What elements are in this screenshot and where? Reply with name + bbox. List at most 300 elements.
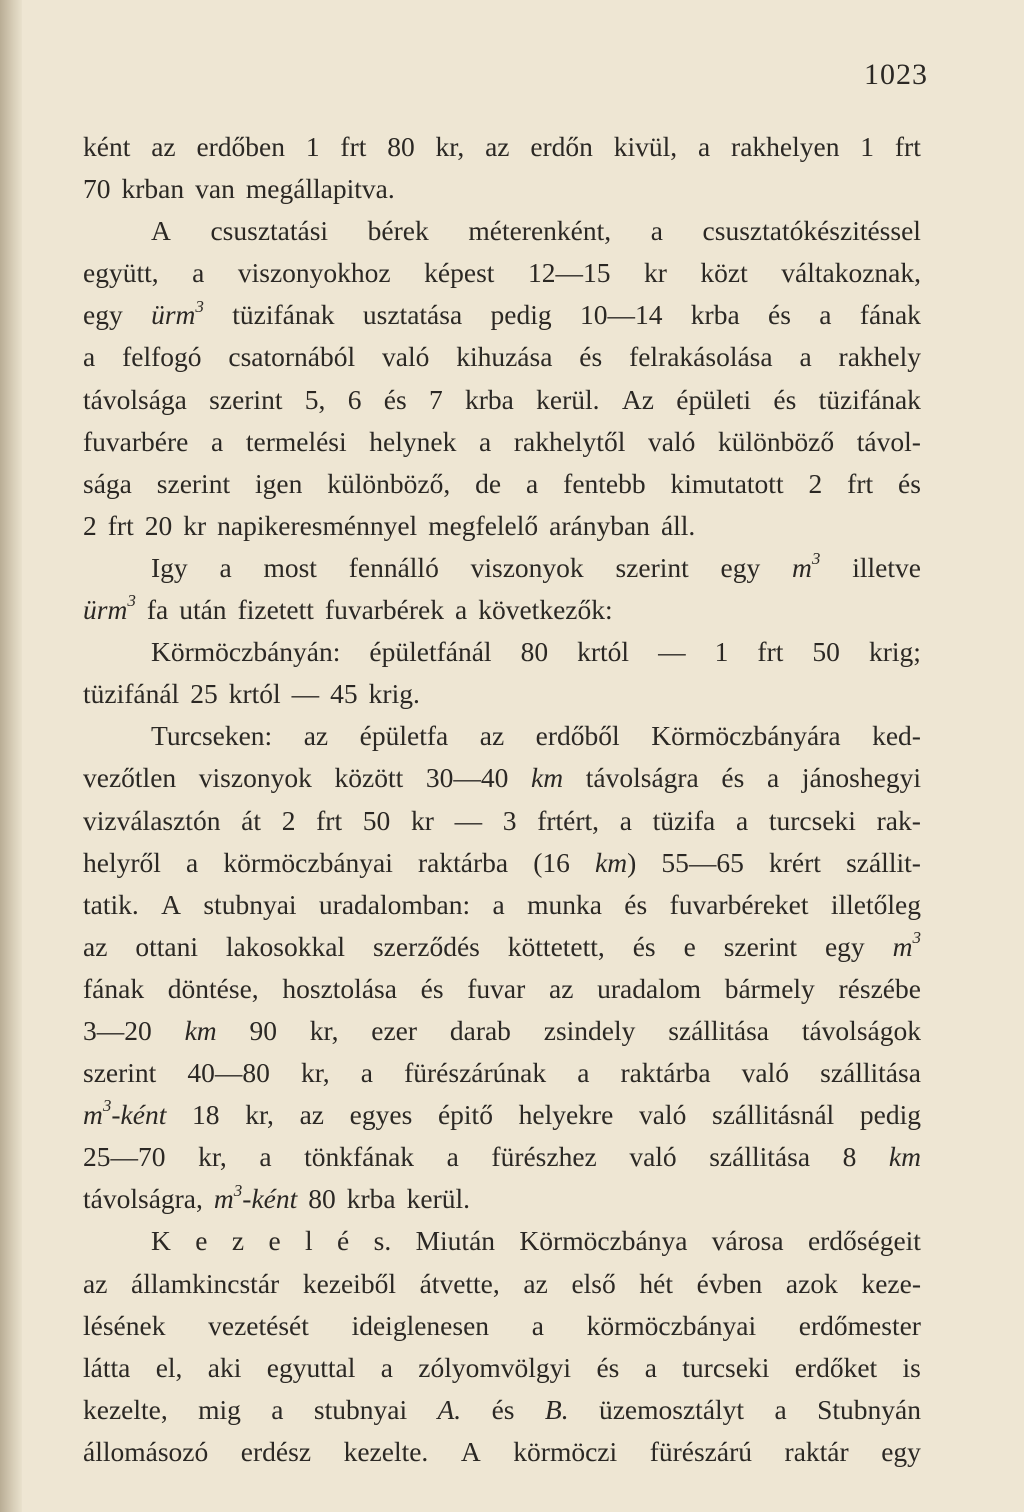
text-line	[83, 631, 921, 673]
word: fürészhez	[491, 1141, 597, 1173]
word: erdőn	[530, 131, 593, 162]
word: stubnyai	[313, 1393, 408, 1425]
word: z	[231, 1225, 245, 1257]
word: kerül.	[536, 383, 600, 415]
word: és	[768, 299, 791, 331]
word: helyekre	[518, 1099, 614, 1131]
word: megállapitva.	[245, 173, 395, 205]
word: távol-	[856, 425, 921, 457]
word: ezer	[371, 1014, 418, 1046]
word: uradalom	[597, 972, 701, 1004]
text-line	[83, 1010, 921, 1052]
word: krba	[346, 1183, 396, 1215]
word: bérek	[367, 215, 429, 247]
word: körmöczbányai	[586, 1309, 757, 1341]
word: tüzifa	[652, 804, 716, 836]
text-line	[83, 1136, 921, 1178]
word: A.	[437, 1393, 462, 1425]
word: termelési	[245, 425, 347, 457]
word: kr	[183, 509, 207, 541]
word: épületfánál	[369, 636, 492, 668]
word: krig.	[368, 678, 420, 710]
word: 8	[842, 1141, 857, 1173]
word: tatik.	[83, 888, 139, 920]
word: 80	[520, 636, 549, 668]
word: 25—70	[83, 1141, 166, 1173]
word: 80	[387, 131, 415, 162]
word: van	[195, 173, 235, 205]
word: tönkfának	[304, 1141, 415, 1173]
word: körmöczi	[513, 1435, 618, 1467]
word: a	[446, 1141, 459, 1173]
word: kerül.	[406, 1183, 471, 1215]
word: 3	[502, 804, 517, 836]
word: a	[271, 1393, 284, 1425]
word: egy	[824, 930, 865, 962]
word: fuvarbéreket	[669, 888, 809, 920]
word: kr,	[198, 1141, 227, 1173]
word: egy	[720, 551, 761, 583]
word: az	[485, 131, 510, 162]
text-line	[83, 1431, 921, 1473]
word: krba	[465, 383, 514, 415]
word: A	[161, 888, 181, 920]
word: erdőket	[794, 1351, 878, 1383]
word: viszonyok	[198, 762, 312, 794]
word: méterenként,	[468, 215, 612, 247]
word: és	[773, 383, 797, 415]
word: Miután	[415, 1225, 496, 1257]
word: $m^3$	[792, 549, 821, 583]
word: egyuttal	[266, 1351, 356, 1383]
word: krtól	[577, 636, 630, 668]
word: tüzifánál	[83, 678, 180, 710]
word: frt	[757, 636, 784, 668]
word: erdőségeit	[807, 1225, 921, 1257]
text-line	[83, 421, 921, 463]
word: szerint	[209, 383, 283, 415]
word: szerződés	[372, 930, 480, 962]
word: átvette,	[419, 1267, 500, 1299]
word: és	[579, 341, 603, 373]
word: következők:	[478, 594, 613, 626]
word: frt	[894, 131, 921, 162]
word: 7	[428, 383, 443, 415]
word: hét	[639, 1267, 673, 1299]
word: raktár	[784, 1435, 849, 1467]
text-line	[83, 1263, 921, 1305]
word: 2	[83, 509, 97, 541]
text-line	[83, 589, 921, 631]
word: különböző	[717, 425, 835, 457]
word: rak-	[876, 804, 921, 836]
word: első	[571, 1267, 616, 1299]
word: kezelte.	[343, 1435, 429, 1467]
word: —	[658, 636, 686, 668]
word: viszonyokhoz	[237, 257, 391, 289]
word: km	[184, 1014, 217, 1046]
text-line	[83, 1052, 921, 1094]
word: az	[303, 720, 329, 752]
word: az	[83, 1267, 108, 1299]
word: 5,	[304, 383, 326, 415]
word: 1	[714, 636, 729, 668]
word: épületfa	[359, 720, 449, 752]
word: 3—20	[83, 1014, 152, 1046]
word: $m^3$	[892, 928, 921, 962]
word: lésének	[83, 1309, 166, 1341]
word: a	[455, 594, 468, 626]
word: államkincstár	[131, 1267, 280, 1299]
word: A	[151, 215, 171, 247]
word: épületi	[676, 383, 752, 415]
word: való	[381, 341, 430, 373]
word: frt	[107, 509, 134, 541]
word: után	[179, 594, 227, 626]
word: az	[479, 720, 505, 752]
word: l	[305, 1225, 313, 1257]
word: megfelelő	[428, 509, 539, 541]
word: pedig	[490, 299, 552, 331]
word: a	[478, 425, 492, 457]
word: a	[380, 1351, 393, 1383]
word: 55—65	[661, 846, 744, 878]
word: képest	[424, 257, 495, 289]
word: kr	[643, 257, 667, 289]
word: fuvarbére	[83, 425, 189, 457]
word: uradalomban:	[318, 888, 471, 920]
word: a	[819, 299, 832, 331]
word: kezeiből	[302, 1267, 396, 1299]
word: jánoshegyi	[801, 762, 921, 794]
word: krba	[690, 299, 740, 331]
word: 80	[308, 1183, 336, 1215]
word: kr,	[435, 131, 465, 162]
word: kr,	[301, 1057, 330, 1089]
word: K	[151, 1225, 171, 1257]
word: 18	[192, 1099, 220, 1131]
word: 30—40	[425, 762, 509, 794]
word: ként	[83, 131, 131, 162]
word: 1	[305, 131, 320, 162]
word: a	[210, 425, 224, 457]
word: fizetett	[237, 594, 314, 626]
word: és	[721, 762, 745, 794]
word: fennálló	[348, 551, 439, 583]
word: és	[632, 930, 656, 962]
word: turcseki	[682, 1351, 770, 1383]
word: fürészárúnak	[404, 1057, 547, 1089]
word: krért	[769, 846, 821, 878]
page-binding-edge	[0, 0, 22, 1512]
word: köttetett,	[507, 930, 605, 962]
text-line	[83, 1305, 921, 1347]
text-line	[83, 294, 921, 336]
word: hosztolása	[282, 972, 397, 1004]
word: állomásozó	[83, 1435, 209, 1467]
word: mig	[198, 1393, 241, 1425]
word: szerint	[723, 930, 798, 962]
text-line	[83, 168, 921, 210]
text-line	[83, 715, 921, 757]
word: illetve	[852, 551, 921, 583]
word: e	[683, 930, 696, 962]
word: 45	[330, 678, 358, 710]
word: távolságra,	[83, 1183, 203, 1215]
word: vezőtlen	[83, 762, 177, 794]
word: szállitása	[668, 1014, 770, 1046]
word: $m^3$-ként	[213, 1180, 298, 1215]
word: és	[898, 467, 921, 499]
word: felfogó	[122, 341, 202, 373]
word: távolságok	[801, 1014, 921, 1046]
word: a	[698, 131, 711, 162]
text-line	[83, 126, 921, 168]
text-line	[83, 1220, 921, 1262]
word: Turcseken:	[151, 720, 273, 752]
word: szerint	[83, 1057, 157, 1089]
word: távolsága	[83, 383, 187, 415]
word: fának	[859, 299, 921, 331]
word: való	[638, 1099, 687, 1131]
word: aki	[207, 1351, 242, 1383]
word: erdőből	[535, 720, 620, 752]
word: arányban	[549, 509, 650, 541]
word: helyről	[83, 846, 161, 878]
word: szerint	[615, 551, 689, 583]
word: 50	[812, 636, 840, 668]
word: 90	[249, 1014, 277, 1046]
word: váltakoznak,	[781, 257, 921, 289]
word: látta	[83, 1351, 131, 1383]
word: felrakásolása	[629, 341, 773, 373]
word: való	[629, 1141, 677, 1173]
word: a	[774, 1393, 787, 1425]
text-line	[83, 379, 921, 421]
word: km	[888, 1141, 921, 1173]
word: krtól	[228, 678, 281, 710]
word: B.	[544, 1393, 569, 1425]
word: frt	[847, 467, 874, 499]
word: a	[644, 1351, 657, 1383]
word: a	[650, 215, 663, 247]
text-line	[83, 210, 921, 252]
word: sága	[83, 467, 132, 499]
word: erdőben	[196, 131, 286, 162]
word: raktárba	[620, 1057, 711, 1089]
word: 2	[281, 804, 296, 836]
word: krban	[121, 173, 185, 205]
word: viszonyok	[470, 551, 584, 583]
word: kivül,	[613, 131, 678, 162]
word: egy	[881, 1435, 921, 1467]
word: szállitásnál	[712, 1099, 835, 1131]
word: épitő	[437, 1099, 493, 1131]
word: stubnyai	[203, 888, 297, 920]
text-line	[83, 1347, 921, 1389]
word: a	[192, 257, 205, 289]
word: ideiglenesen	[351, 1309, 490, 1341]
word: —	[291, 678, 320, 710]
word: pedig	[859, 1099, 921, 1131]
word: fának	[83, 972, 145, 1004]
word: a	[531, 1309, 544, 1341]
word: fuvar	[467, 972, 526, 1004]
word: keze-	[861, 1267, 921, 1299]
word: 6	[347, 383, 362, 415]
word: a	[186, 846, 199, 878]
word: részébe	[838, 972, 921, 1004]
word: $m^3$-ként	[83, 1096, 167, 1131]
word: e	[195, 1225, 208, 1257]
word: e	[268, 1225, 281, 1257]
word: szállitása	[709, 1141, 811, 1173]
word: körmöczbányai	[223, 846, 393, 878]
word: csusztatási	[210, 215, 329, 247]
text-line	[83, 968, 921, 1010]
text-line	[83, 673, 921, 715]
word: és	[383, 383, 407, 415]
word: csusztatókészitéssel	[702, 215, 921, 247]
word: erdész	[240, 1435, 312, 1467]
word: fentebb	[563, 467, 646, 499]
word: helynek	[369, 425, 457, 457]
text-line	[83, 926, 921, 968]
word: fuvarbérek	[324, 594, 444, 626]
word: az	[549, 972, 574, 1004]
word: 50	[362, 804, 391, 836]
text-line	[83, 505, 921, 547]
word: között	[334, 762, 404, 794]
text-line	[83, 463, 921, 505]
word: ürm$^3$	[151, 296, 204, 331]
word: a	[619, 804, 632, 836]
word: napikeresménnyel	[217, 509, 418, 541]
word: 1	[860, 131, 875, 162]
word: a	[360, 1057, 373, 1089]
word: ked-	[872, 720, 921, 752]
word: —	[454, 804, 483, 836]
word: lakosokkal	[225, 930, 346, 962]
word: egy	[83, 299, 123, 331]
word: is	[902, 1351, 921, 1383]
word: 70	[83, 173, 111, 205]
word: városa	[711, 1225, 784, 1257]
word: a	[577, 1057, 590, 1089]
word: raktárba	[418, 846, 509, 878]
word: fa	[146, 594, 169, 626]
text-line	[83, 1094, 921, 1136]
word: fürészárú	[649, 1435, 752, 1467]
word: vizválasztón	[83, 804, 221, 836]
word: és	[624, 888, 648, 920]
word: Az	[621, 383, 654, 415]
word: és	[491, 1393, 515, 1425]
word: A	[460, 1435, 481, 1467]
word: üzemosztályt	[598, 1393, 745, 1425]
word: csatornából	[228, 341, 356, 373]
word: a	[735, 804, 749, 836]
text-line	[83, 842, 921, 884]
word: együtt,	[83, 257, 159, 289]
word: való	[741, 1057, 790, 1089]
word: a	[259, 1141, 272, 1173]
word: darab	[449, 1014, 511, 1046]
word: a	[526, 467, 539, 499]
word: illetőleg	[830, 888, 921, 920]
word: kezelte,	[83, 1393, 168, 1425]
word: 20	[144, 509, 173, 541]
word: kr,	[245, 1099, 274, 1131]
text-line	[83, 1178, 921, 1220]
word: közt	[700, 257, 748, 289]
body-text	[83, 126, 921, 1473]
text-line	[83, 757, 921, 799]
word: vezetését	[208, 1309, 309, 1341]
word: frt	[340, 131, 367, 162]
text-line	[83, 800, 921, 842]
text-line	[83, 1389, 921, 1431]
word: kimutatott	[670, 467, 784, 499]
word: bármely	[724, 972, 815, 1004]
word: Körmöczbányára	[651, 720, 841, 752]
word: kr	[410, 804, 434, 836]
word: el,	[155, 1351, 183, 1383]
word: a	[83, 341, 96, 373]
word: kr,	[309, 1014, 339, 1046]
text-line	[83, 884, 921, 926]
word: döntése,	[167, 972, 259, 1004]
word: tüzifának	[818, 383, 921, 415]
word: a	[492, 888, 505, 920]
word: s.	[373, 1225, 392, 1257]
text-line	[83, 547, 921, 589]
word: 12—15	[527, 257, 611, 289]
word: az	[151, 131, 176, 162]
word: azok	[785, 1267, 838, 1299]
word: Igy	[151, 551, 188, 583]
word: most	[263, 551, 317, 583]
word: zólyomvölgyi	[418, 1351, 572, 1383]
word: Körmöczbányán:	[151, 636, 341, 668]
word: a	[799, 341, 812, 373]
word: kihuzása	[456, 341, 553, 373]
word: rakhelyen	[731, 131, 840, 162]
word: Körmöczbánya	[519, 1225, 688, 1257]
word: krig;	[868, 636, 921, 668]
word: Stubnyán	[817, 1393, 921, 1425]
word: km)	[595, 846, 637, 878]
word: áll.	[660, 509, 696, 541]
word: 40—80	[187, 1057, 270, 1089]
word: rakhelytől	[513, 425, 626, 457]
word: évben	[696, 1267, 763, 1299]
word: erdőmester	[798, 1309, 921, 1341]
text-line	[83, 336, 921, 378]
word: és	[596, 1351, 620, 1383]
page-number: 1023	[864, 58, 928, 91]
word: az	[523, 1267, 548, 1299]
word: usztatása	[362, 299, 463, 331]
word: az	[299, 1099, 324, 1131]
word: egyes	[349, 1099, 413, 1131]
word: és	[420, 972, 444, 1004]
word: való	[647, 425, 696, 457]
word: frtért,	[537, 804, 600, 836]
word: 25	[190, 678, 218, 710]
word: zsindely	[543, 1014, 636, 1046]
word: munka	[527, 888, 602, 920]
